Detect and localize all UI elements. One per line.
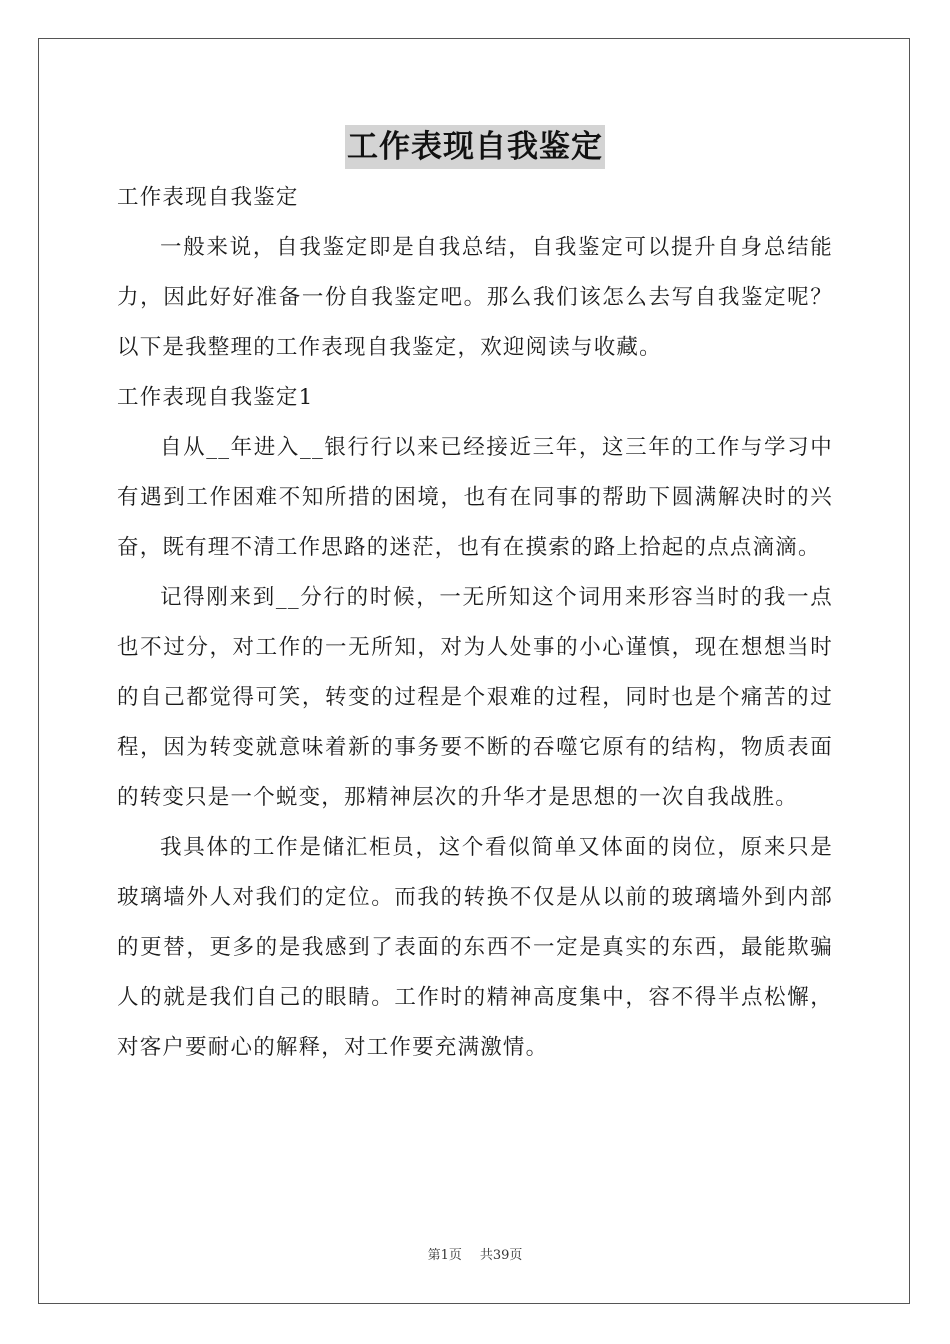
body-paragraph: 我具体的工作是储汇柜员，这个看似简单又体面的岗位，原来只是玻璃墙外人对我们的定位。而我的转换不仅是从以前的玻璃墙外到内部的更替，更多的是我感到了表面的东西不一定是真实的东西，最能欺骗人的就是我们自己的眼睛。工作时的精神高度集中，容不得半点松懈，对客户要耐心的解释，对工作要充满激情。 xyxy=(117,835,833,1060)
document-body xyxy=(117,173,833,1073)
title-area xyxy=(0,125,950,169)
section-heading: 工作表现自我鉴定1 xyxy=(117,385,314,410)
document-title: 工作表现自我鉴定 xyxy=(345,125,605,169)
intro-paragraph: 一般来说，自我鉴定即是自我总结，自我鉴定可以提升自身总结能力，因此好好准备一份自我鉴定吧。那么我们该怎么去写自我鉴定呢？以下是我整理的工作表现自我鉴定，欢迎阅读与收藏。 xyxy=(117,235,833,360)
page-footer xyxy=(0,1244,950,1263)
body-paragraph: 自从__年进入__银行行以来已经接近三年，这三年的工作与学习中有遇到工作困难不知所措的困境，也有在同事的帮助下圆满解决时的兴奋，既有理不清工作思路的迷茫，也有在摸索的路上拾起的点点滴滴。 xyxy=(117,435,833,560)
page-total: 共39页 xyxy=(479,1248,523,1263)
subtitle-heading: 工作表现自我鉴定 xyxy=(117,185,299,210)
page-number: 第1页 xyxy=(427,1248,462,1263)
body-paragraph: 记得刚来到__分行的时候，一无所知这个词用来形容当时的我一点也不过分，对工作的一无所知，对为人处事的小心谨慎，现在想想当时的自己都觉得可笑，转变的过程是个艰难的过程，同时也是个痛苦的过程，因为转变就意味着新的事务要不断的吞噬它原有的结构，物质表面的转变只是一个蜕变，那精神层次的升华才是思想的一次自我战胜。 xyxy=(117,585,833,810)
